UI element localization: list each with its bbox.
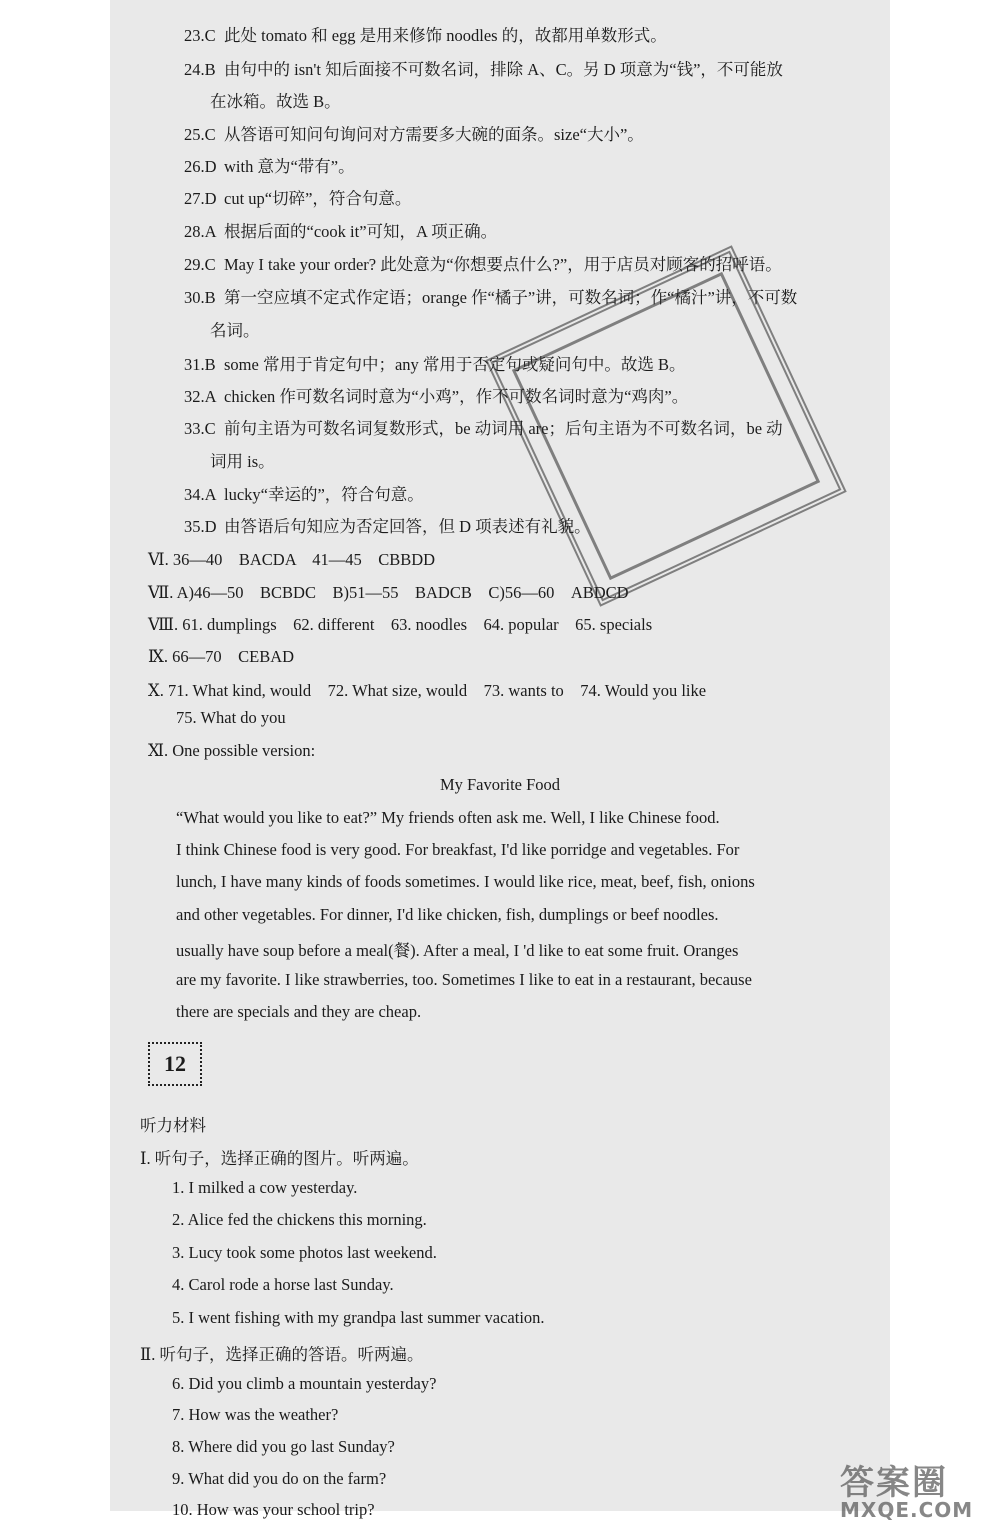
section-8: Ⅷ. 61. dumplings 62. different 63. noodles 64. popular 65. specials bbox=[148, 615, 653, 634]
section-7: Ⅶ. A)46—50 BCBDC B)51—55 BADCB C)56—60 ABDCD bbox=[148, 583, 629, 602]
essay-line: “What would you like to eat?” My friends often ask me. Well, I like Chinese food. bbox=[176, 808, 720, 827]
listening-item: 10. How was your school trip? bbox=[172, 1500, 375, 1519]
answer-29: 29.C May I take your order? 此处意为“你想要点什么?”，用于店员对顾客的招呼语。 bbox=[184, 255, 782, 274]
listening-item: 8. Where did you go last Sunday? bbox=[172, 1437, 395, 1456]
answer-27: 27.D cut up“切碎”，符合句意。 bbox=[184, 189, 412, 208]
answer-35: 35.D 由答语后句知应为否定回答，但 D 项表述有礼貌。 bbox=[184, 517, 591, 536]
listening-heading: 听力材料 bbox=[140, 1116, 206, 1135]
listening-item: 4. Carol rode a horse last Sunday. bbox=[172, 1275, 394, 1294]
section-10-cont: 75. What do you bbox=[176, 708, 286, 727]
answer-34: 34.A lucky“幸运的”，符合句意。 bbox=[184, 485, 424, 504]
answer-25: 25.C 从答语可知问句询问对方需要多大碗的面条。size“大小”。 bbox=[184, 125, 644, 144]
section-11: Ⅺ. One possible version: bbox=[148, 741, 316, 760]
listening-item: 1. I milked a cow yesterday. bbox=[172, 1178, 358, 1197]
listening-item: 3. Lucy took some photos last weekend. bbox=[172, 1243, 437, 1262]
answer-26: 26.D with 意为“带有”。 bbox=[184, 157, 355, 176]
section-9: Ⅸ. 66—70 CEBAD bbox=[148, 647, 295, 666]
answer-key-page bbox=[110, 0, 974, 1522]
listening-part1-heading: Ⅰ. 听句子，选择正确的图片。听两遍。 bbox=[140, 1149, 419, 1168]
answer-33: 33.C 前句主语为可数名词复数形式，be 动词用 are；后句主语为不可数名词，be 动 bbox=[184, 419, 783, 438]
answer-30-cont: 名词。 bbox=[210, 321, 260, 340]
essay-title: My Favorite Food bbox=[439, 775, 561, 794]
listening-item: 6. Did you climb a mountain yesterday? bbox=[172, 1374, 437, 1393]
answer-28: 28.A 根据后面的“cook it”可知，A 项正确。 bbox=[184, 222, 498, 241]
section-6: Ⅵ. 36—40 BACDA 41—45 CBBDD bbox=[148, 550, 436, 569]
listening-item: 9. What did you do on the farm? bbox=[172, 1469, 387, 1488]
answer-30: 30.B 第一空应填不定式作定语；orange 作“橘子”讲，可数名词；作“橘汁”讲，不可数 bbox=[184, 288, 798, 307]
essay-line: usually have soup before a meal(餐). After a meal, I 'd like to eat some fruit. Oranges bbox=[176, 941, 739, 960]
answer-24-cont: 在冰箱。故选 B。 bbox=[210, 92, 341, 111]
answer-31: 31.B some 常用于肯定句中；any 常用于否定句或疑问句中。故选 B。 bbox=[184, 355, 686, 374]
essay-line: there are specials and they are cheap. bbox=[176, 1002, 422, 1021]
essay-line: are my favorite. I like strawberries, too. Sometimes I like to eat in a restaurant, because bbox=[176, 970, 752, 989]
listening-item: 2. Alice fed the chickens this morning. bbox=[172, 1210, 427, 1229]
answer-33-cont: 词用 is。 bbox=[210, 452, 275, 471]
unit-number-badge: 12 bbox=[148, 1042, 202, 1086]
essay-line: and other vegetables. For dinner, I'd like chicken, fish, dumplings or beef noodles. bbox=[176, 905, 719, 924]
essay-line: lunch, I have many kinds of foods sometimes. I would like rice, meat, beef, fish, onions bbox=[176, 872, 755, 891]
answer-32: 32.A chicken 作可数名词时意为“小鸡”，作不可数名词时意为“鸡肉”。 bbox=[184, 387, 689, 406]
listening-item: 7. How was the weather? bbox=[172, 1405, 339, 1424]
section-10: Ⅹ. 71. What kind, would 72. What size, would 73. wants to 74. Would you like bbox=[148, 681, 707, 700]
listening-part2-heading: Ⅱ. 听句子，选择正确的答语。听两遍。 bbox=[140, 1345, 424, 1364]
watermark-logo: 答案圈 MXQE.COM bbox=[840, 1463, 974, 1522]
essay-line: I think Chinese food is very good. For breakfast, I'd like porridge and vegetables. For bbox=[176, 840, 740, 859]
answer-24: 24.B 由句中的 isn't 知后面接不可数名词，排除 A、C。另 D 项意为“钱”，不可能放 bbox=[184, 60, 783, 79]
answer-23: 23.C 此处 tomato 和 egg 是用来修饰 noodles 的，故都用单数形式。 bbox=[184, 26, 667, 45]
listening-item: 5. I went fishing with my grandpa last summer vacation. bbox=[172, 1308, 545, 1327]
